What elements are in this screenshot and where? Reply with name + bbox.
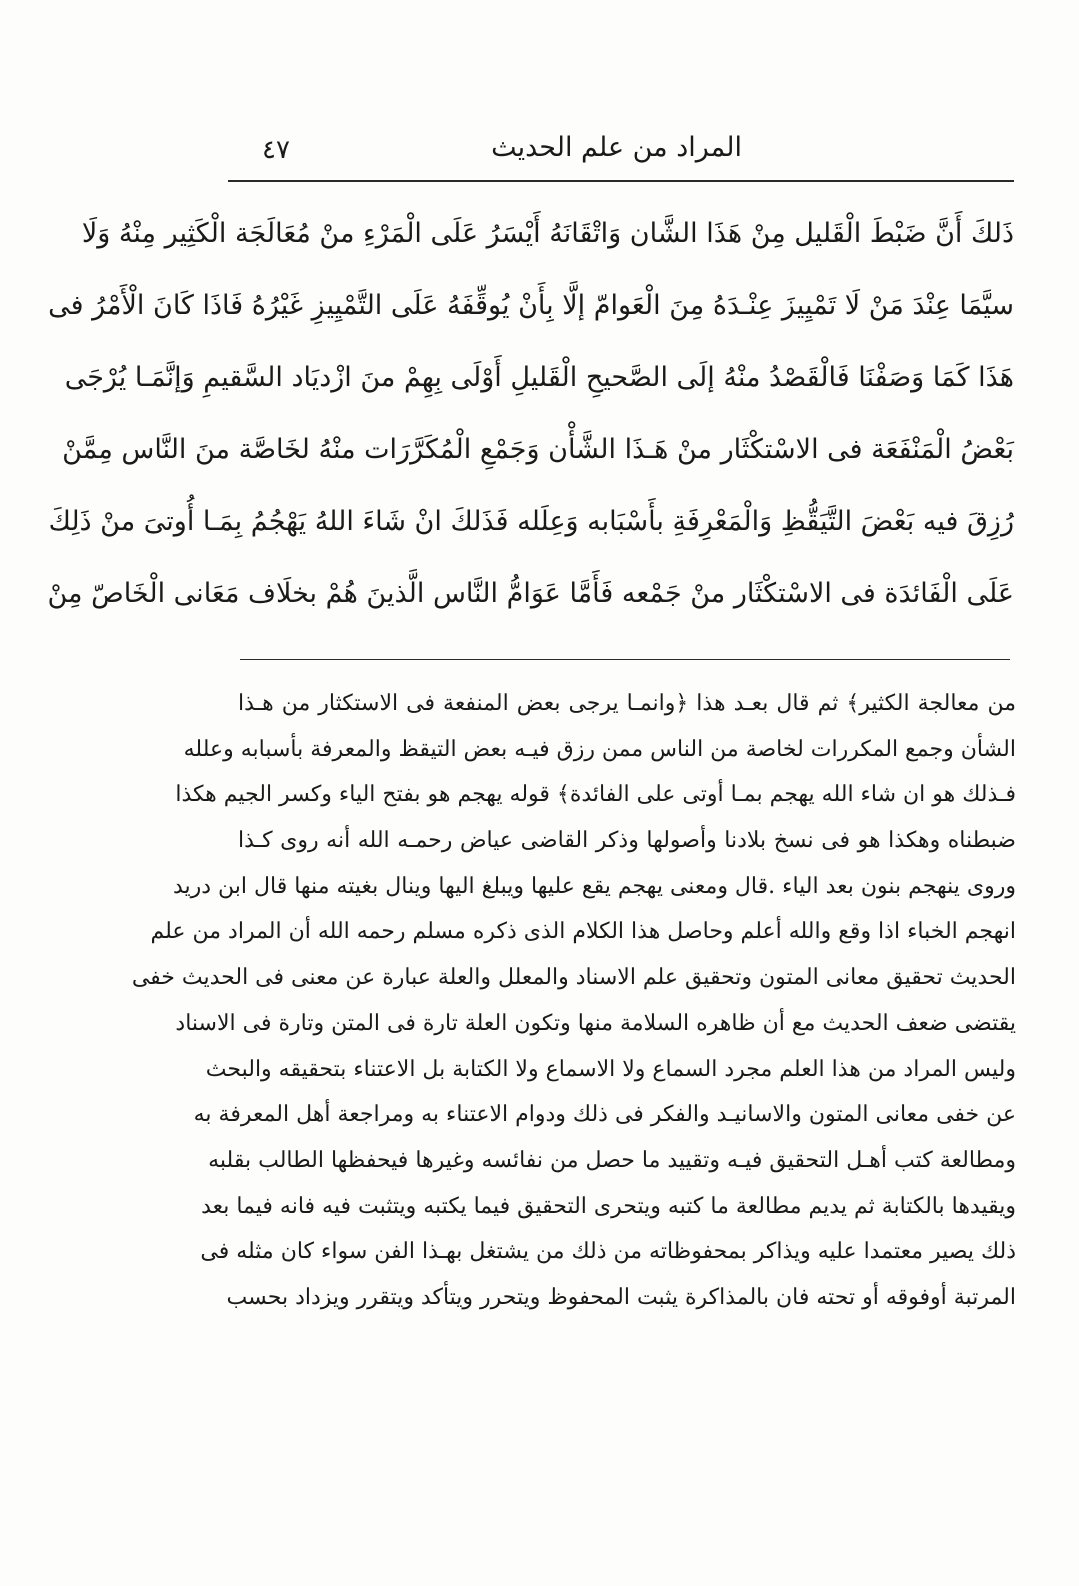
commentary-line: وليس المراد من هذا العلم مجرد السماع ولا الاسماع ولا الكتابة بل الاعتناء بتحقيقه والبحث xyxy=(205,1056,1016,1082)
commentary-line: فـذلك هو ان شاء الله يهجم بمـا أوتى على الفائدة﴾ قوله يهجم هو بفتح الياء وكسر الجيم هكذا xyxy=(175,782,1016,808)
commentary-line: ذلك يصير معتمدا عليه ويذاكر بمحفوظاته من ذلك من يشتغل بهـذا الفن سواء كان مثله فى xyxy=(200,1239,1016,1265)
commentary-line: ويقيدها بالكتابة ثم يديم مطالعة ما كتبه ويتحرى التحقيق فيما يكتبه ويتثبت فيه فانه فيما بعد xyxy=(201,1193,1016,1219)
page-number: ٤٧ xyxy=(262,135,290,165)
commentary-line: ومطالعة كتب أهـل التحقيق فيـه وتقييد ما حصل من نفائسه وغيرها فيحفظها الطالب بقلبه xyxy=(208,1147,1016,1173)
commentary-line: ضبطناه وهكذا هو فى نسخ بلادنا وأصولها وذكر القاضى عياض رحمـه الله أنه روى كـذا xyxy=(238,828,1016,854)
running-header xyxy=(232,128,1012,178)
header-divider xyxy=(228,180,1014,182)
commentary-divider xyxy=(240,659,1010,660)
main-text-line: هَذَا كَمَا وَصَفْنَا فَالْقَصْدُ منْهُ إلَى الصَّحيحِ الْقَليلِ أَوْلَى بِهِمْ منَ ازْديَاد السَّقيمِ وَإنَّمَـا يُرْجَى xyxy=(64,362,1014,393)
commentary-line: انهجم الخباء اذا وقع والله أعلم وحاصل هذا الكلام الذى ذكره مسلم رحمه الله أن المراد من علم xyxy=(150,919,1016,945)
commentary-line: من معالجة الكثير﴾ ثم قال بعـد هذا ﴿وانمـا يرجى بعض المنفعة فى الاستكثار من هـذا xyxy=(238,691,1016,716)
commentary-line: عن خفى معانى المتون والاسانيـد والفكر فى ذلك ودوام الاعتناء به ومراجعة أهل المعرفة به xyxy=(193,1102,1016,1128)
commentary-line: وروى ينهجم بنون بعد الياء .قال ومعنى يهجم يقع عليها ويبلغ اليها وينال بغيته منها قال ابن دريد xyxy=(172,873,1016,899)
commentary-line: يقتضى ضعف الحديث مع أن ظاهره السلامة منها وتكون العلة تارة فى المتن وتارة فى الاسناد xyxy=(175,1010,1016,1036)
commentary-line: الشأن وجمع المكررات لخاصة من الناس ممن رزق فيـه بعض التيقظ والمعرفة بأسبابه وعلله xyxy=(183,736,1016,762)
main-text-line: سيَّمَا عِنْدَ مَنْ لَا تَمْيِيزَ عِنْـدَهُ مِنَ الْعَوامّ إلَّا بِأَنْ يُوقِّفَهُ عَلَى التَّمْيِيزِ غَيْرُهُ فَاذَا كَانَ الْأَمْرُ فى xyxy=(48,290,1014,321)
commentary-line: الحديث تحقيق معانى المتون وتحقيق علم الاسناد والمعلل والعلة عبارة عن معنى فى الحديث خفى xyxy=(131,965,1016,991)
main-text-line: عَلَى الْفَائدَة فى الاسْتكْثَار منْ جَمْعه فَأَمَّا عَوَامُّ النَّاس الَّذينَ هُمْ بخلَاف مَعَانى الْخَاصّ مِنْ xyxy=(47,578,1014,609)
commentary-line: المرتبة أوفوقه أو تحته فان بالمذاكرة يثبت المحفوظ ويتحرر ويتأكد ويتقرر ويزداد بحسب xyxy=(226,1284,1016,1310)
main-text-line: رُزِقَ فيه بَعْضَ التَّيَقُّظِ وَالْمَعْرِفَةِ بأَسْبَابه وَعِلَله فَذَلكَ انْ شَاءَ اللهُ يَهْجُمُ بِمَـا أُوتىَ منْ ذَلِكَ xyxy=(48,506,1014,537)
commentary-block xyxy=(131,681,1016,1321)
main-text-line: بَعْضُ الْمَنْفَعَة فى الاسْتكْثَار منْ هَـذَا الشَّأْن وَجَمْعِ الْمُكَرَّرَات منْهُ لخَاصَّة منَ النَّاس مِمَّنْ xyxy=(62,434,1014,465)
main-text-block xyxy=(47,198,1014,630)
main-text-line: ذَلكَ أَنَّ ضَبْطَ الْقَليل مِنْ هَذَا الشَّان وَاتْقَانَهُ أَيْسَرُ عَلَى الْمَرْءِ منْ مُعَالَجَة الْكَثِير مِنْهُ وَلَا xyxy=(81,218,1014,249)
running-title: المراد من علم الحديث xyxy=(491,132,742,163)
